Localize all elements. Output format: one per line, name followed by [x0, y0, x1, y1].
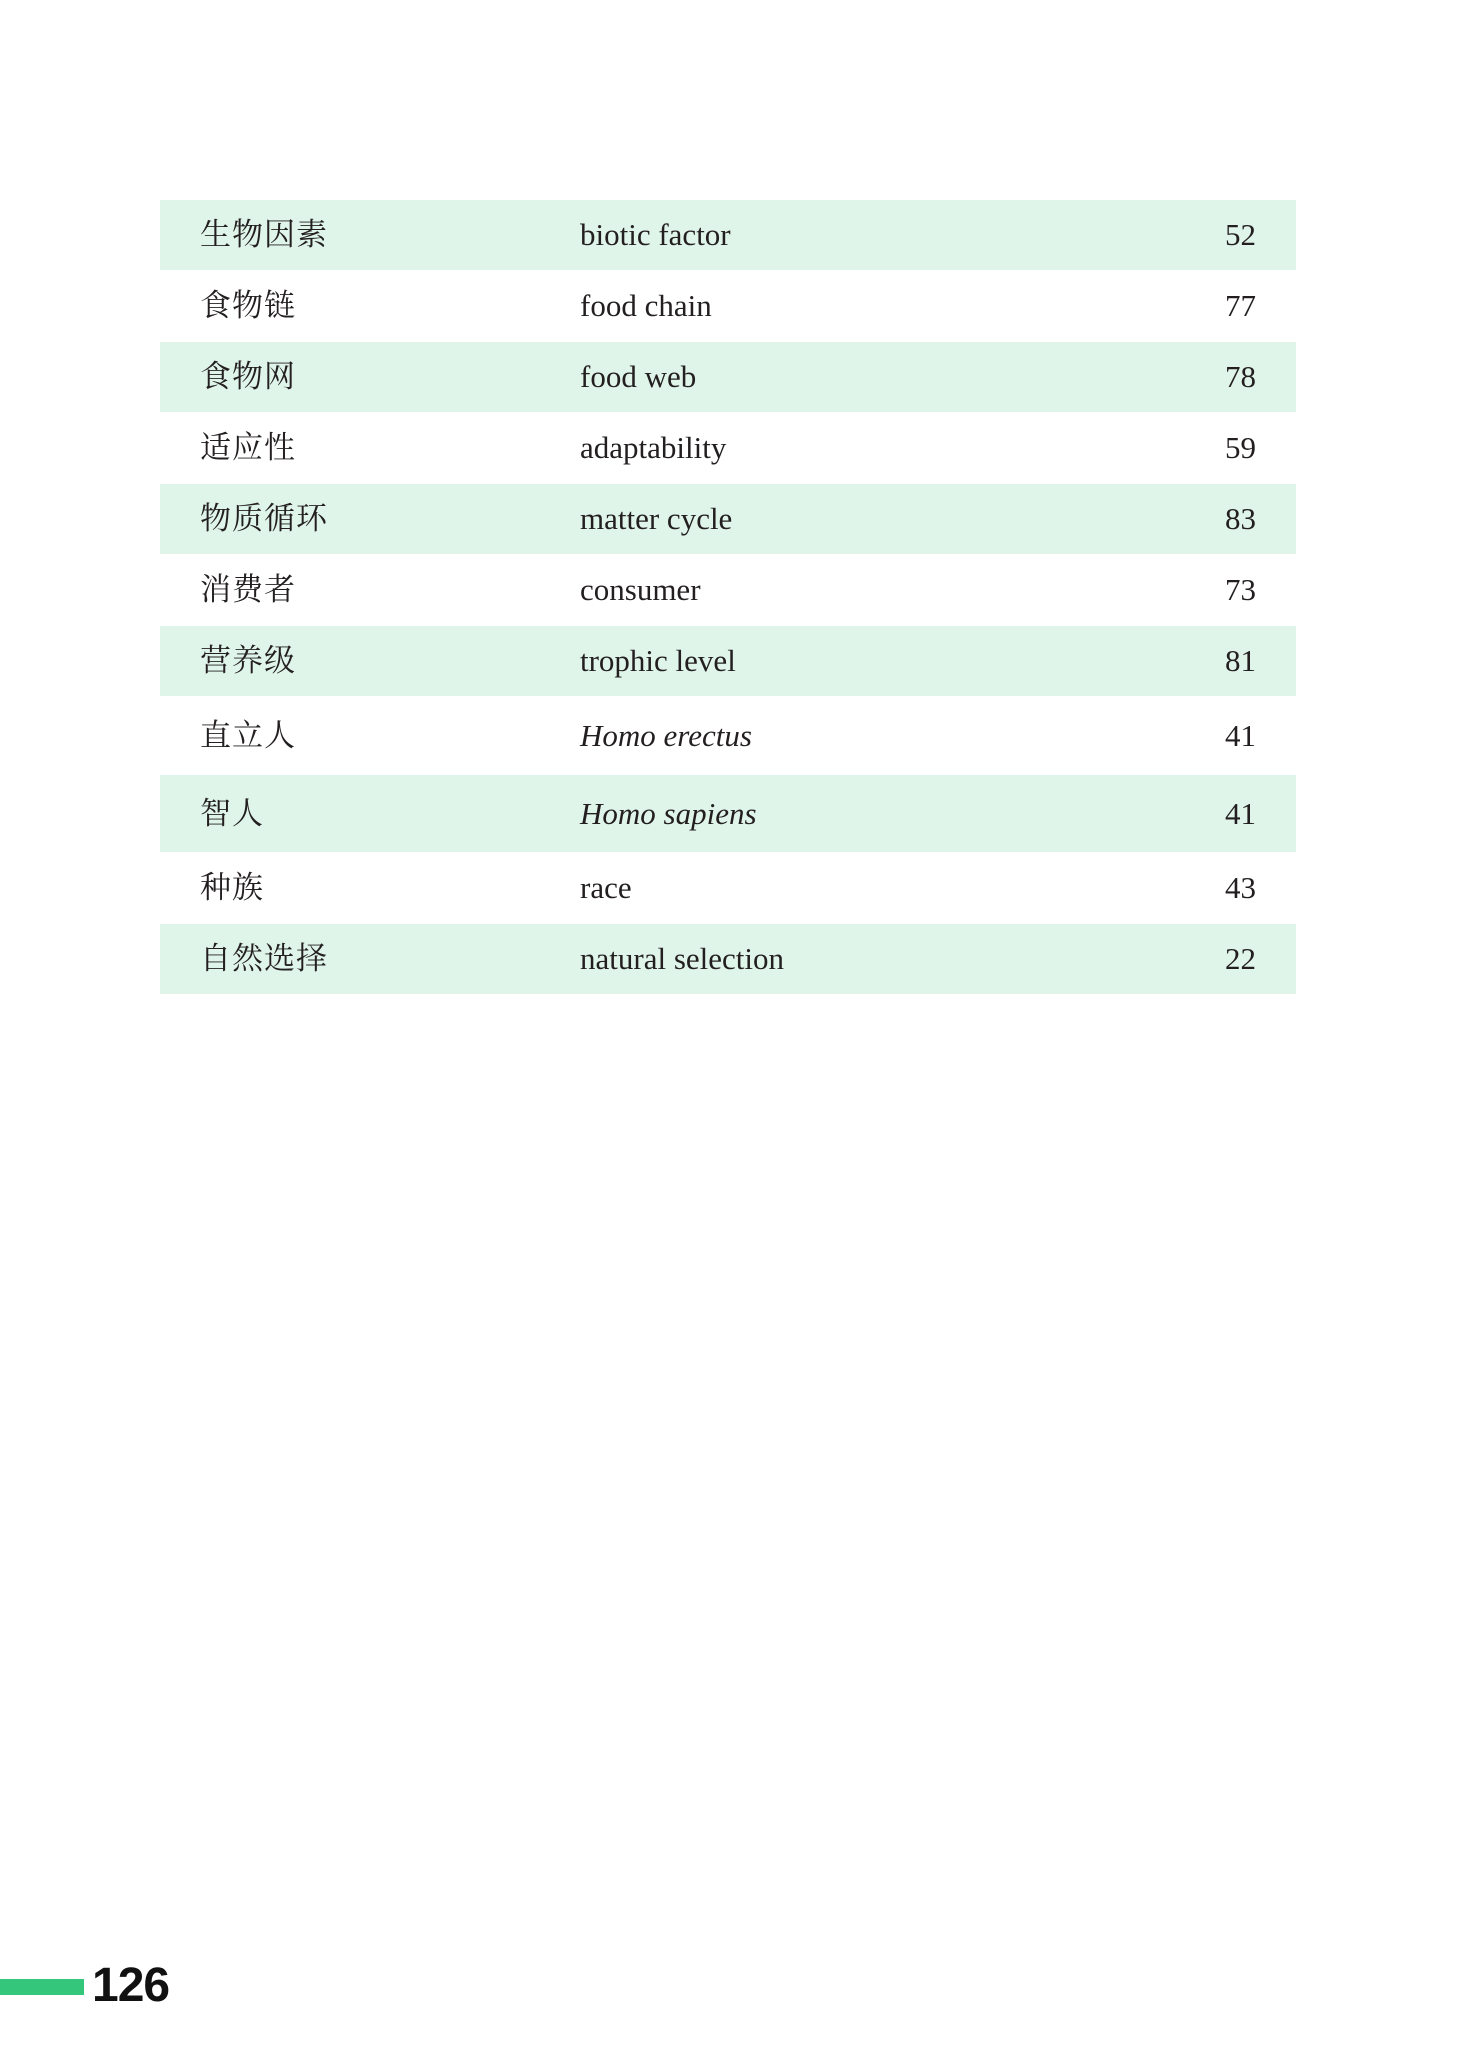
term-page: 43	[1225, 870, 1256, 905]
footer-accent-bar	[0, 1979, 84, 1995]
term-english: food web	[580, 359, 697, 394]
term-chinese: 物质循环	[200, 501, 328, 537]
term-page: 77	[1225, 288, 1256, 323]
glossary-row	[160, 483, 1296, 554]
glossary-row	[160, 270, 1296, 341]
glossary-table	[160, 199, 1296, 994]
term-chinese: 食物网	[200, 359, 296, 395]
term-page: 83	[1225, 501, 1256, 536]
term-page: 81	[1225, 643, 1256, 678]
term-english: Homo sapiens	[580, 795, 757, 831]
term-english: race	[580, 870, 632, 905]
term-page: 41	[1225, 717, 1256, 753]
term-chinese: 智人	[200, 795, 264, 832]
term-english: consumer	[580, 572, 701, 607]
term-page: 73	[1225, 572, 1256, 607]
term-page: 52	[1225, 217, 1256, 252]
term-english: food chain	[580, 288, 712, 323]
term-chinese: 食物链	[200, 288, 296, 324]
term-english: adaptability	[580, 430, 727, 465]
glossary-row	[160, 625, 1296, 696]
term-english: Homo erectus	[580, 717, 752, 753]
term-page: 22	[1225, 941, 1256, 976]
glossary-row	[160, 554, 1296, 625]
term-chinese: 营养级	[200, 643, 296, 679]
term-chinese: 消费者	[200, 572, 296, 608]
term-chinese: 适应性	[200, 430, 296, 466]
term-page: 78	[1225, 359, 1256, 394]
glossary-row	[160, 412, 1296, 483]
glossary-row	[160, 199, 1296, 270]
term-page: 41	[1225, 795, 1256, 831]
term-english: natural selection	[580, 941, 784, 976]
term-chinese: 生物因素	[200, 217, 328, 253]
term-page: 59	[1225, 430, 1256, 465]
term-chinese: 种族	[200, 870, 264, 906]
page-number: 126	[92, 1959, 170, 2012]
glossary-row	[160, 696, 1296, 774]
glossary-row	[160, 341, 1296, 412]
term-english: matter cycle	[580, 501, 733, 536]
glossary-row	[160, 923, 1296, 994]
glossary-row	[160, 774, 1296, 852]
term-chinese: 直立人	[200, 717, 296, 754]
glossary-row	[160, 852, 1296, 923]
term-english: biotic factor	[580, 217, 731, 252]
term-chinese: 自然选择	[200, 941, 328, 977]
term-english: trophic level	[580, 643, 736, 678]
